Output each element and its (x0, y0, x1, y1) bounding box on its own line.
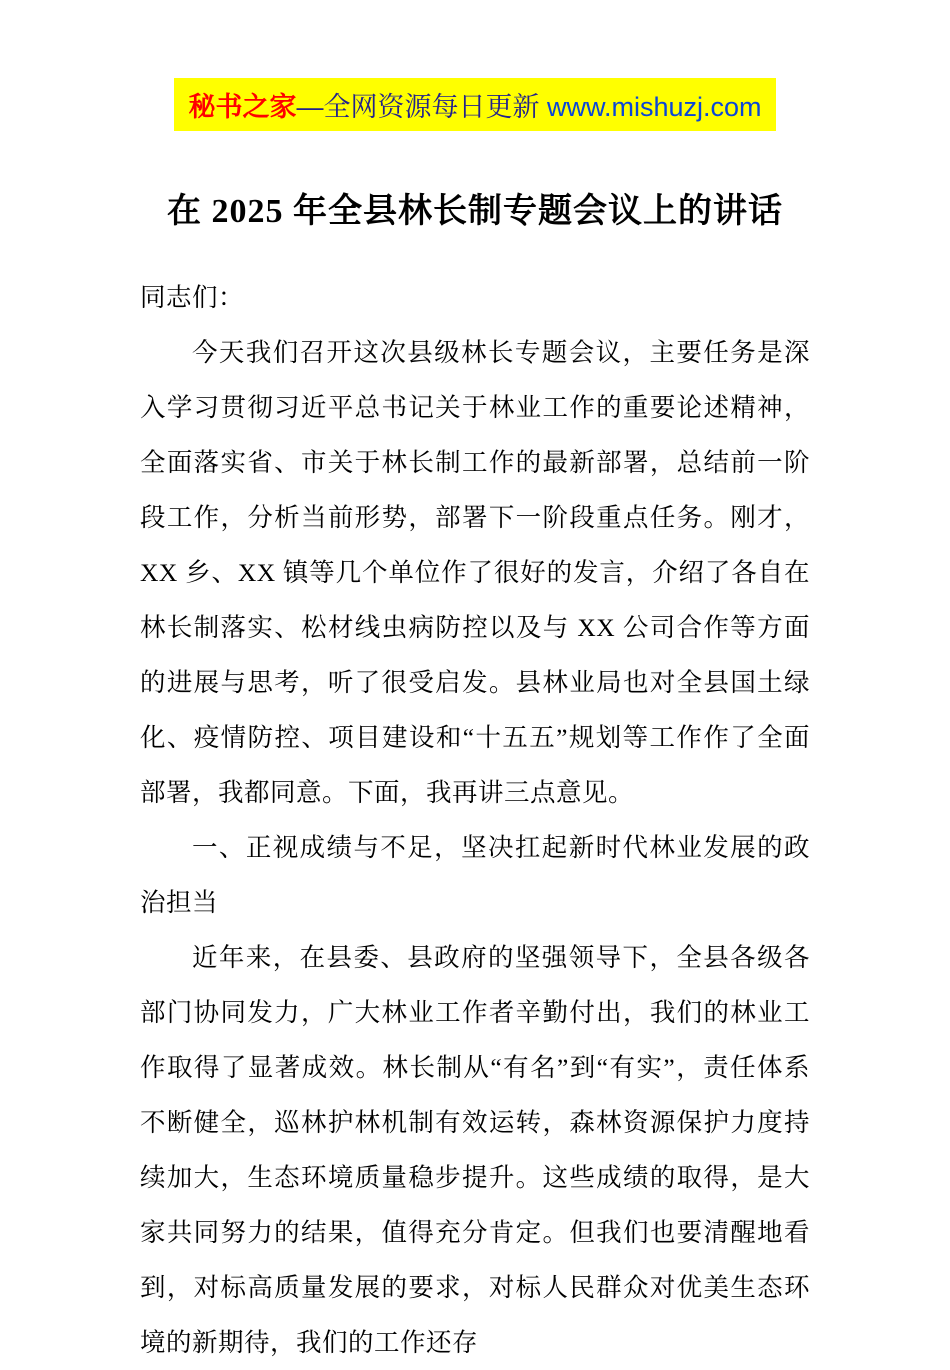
site-header (140, 78, 810, 131)
document-body (140, 270, 810, 1370)
site-tagline: —全网资源每日更新 (296, 92, 547, 122)
site-header-band (174, 78, 775, 131)
paragraph-section-heading-1: 一、正视成绩与不足，坚决扛起新时代林业发展的政治担当 (140, 833, 810, 917)
document-title: 在 2025 年全县林长制专题会议上的讲话 (167, 193, 783, 230)
paragraph-salutation: 同志们： (140, 283, 245, 312)
site-brand: 秘书之家 (188, 92, 297, 122)
paragraph-intro: 今天我们召开这次县级林长专题会议，主要任务是深入学习贯彻习近平总书记关于林业工作的重要论述精神，全面落实省、市关于林长制工作的最新部署，总结前一阶段工作，分析当前形势，部署下一阶段重点任务。刚才，XX 乡、XX 镇等几个单位作了很好的发言，介绍了各自在林长制落实、松材线虫病防控以及与 XX 公司合作等方面的进展与思考，听了很受启发。县林业局也对全县国土绿化、疫情防控、项目建设和“十五五”规划等工作作了全面部署，我都同意。下面，我再讲三点意见。 (140, 338, 810, 807)
paragraph-section-1-body: 近年来，在县委、县政府的坚强领导下，全县各级各部门协同发力，广大林业工作者辛勤付出，我们的林业工作取得了显著成效。林长制从“有名”到“有实”，责任体系不断健全，巡林护林机制有效运转，森林资源保护力度持续加大，生态环境质量稳步提升。这些成绩的取得，是大家共同努力的结果，值得充分肯定。但我们也要清醒地看到，对标高质量发展的要求，对标人民群众对优美生态环境的新期待，我们的工作还存 (140, 943, 810, 1357)
site-url-link[interactable]: www.mishuzj.com (546, 92, 762, 122)
